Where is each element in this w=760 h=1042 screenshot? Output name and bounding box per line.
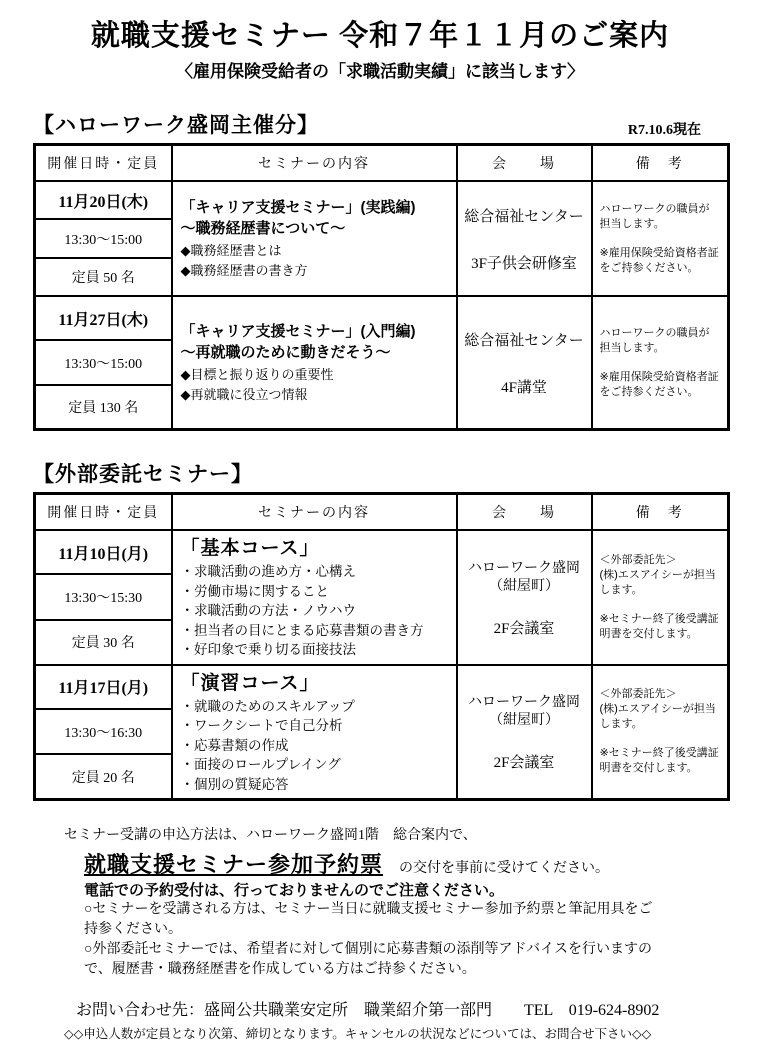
application-intro: セミナー受講の申込方法は、ハローワーク盛岡1階 総合案内で、: [64, 828, 477, 843]
venue-room: 4F講堂: [501, 379, 547, 396]
seminar-date: 11月20日(木): [35, 181, 172, 219]
course-topic: ・好印象で乗り切る面接技法: [180, 642, 356, 657]
seminar-notes-cell: [592, 296, 729, 430]
seminar-date: 11月27日(木): [35, 296, 172, 340]
venue-district: （紺屋町）: [489, 578, 559, 594]
note-contractor: (株)エスアイシーが担当します。: [599, 703, 716, 731]
seminar-point: ◆職務経歴書とは: [180, 242, 282, 258]
seminar-time: 13:30～15:00: [35, 340, 172, 385]
course-topic: ・就職のためのスキルアップ: [180, 698, 355, 714]
course-title: 「基本コース」: [180, 538, 320, 559]
seminar-row-nov20: [35, 181, 729, 296]
seminar-theme: ～再就職のために動きだそう～: [180, 343, 391, 361]
seminar-content-cell: [172, 530, 457, 665]
venue-building: 総合福祉センター: [464, 332, 584, 349]
closing-note: ◇◇申込人数が定員となり次第、締切となります。キャンセルの状況などについては、お問合せ下さい◇◇: [64, 1027, 652, 1041]
course-topic: ・ワークシートで自己分析: [180, 718, 343, 733]
seminar-row-nov10: [35, 530, 729, 665]
seminar-venue-cell: [457, 181, 592, 296]
seminar-venue-cell: [457, 665, 592, 800]
course-topic: ・求職活動の進め方・心構え: [180, 564, 356, 579]
note-contractor: (株)エスアイシーが担当します。: [599, 568, 716, 596]
venue-district: （紺屋町）: [489, 713, 559, 729]
seminar-content-cell: [172, 296, 457, 430]
note-contractor-label: ＜外部委託先＞: [599, 553, 677, 566]
seminar-point: ◆目標と振り返りの重要性: [180, 366, 334, 382]
venue-room: 2F会議室: [493, 620, 555, 637]
as-of-date: R7.10.6現在: [627, 123, 701, 138]
venue-building: ハローワーク盛岡: [468, 693, 580, 710]
note-staff: ハローワークの職員が担当します。: [599, 326, 710, 354]
course-topic: ・担当者の目にとまる応募書類の書き方: [180, 622, 424, 638]
venue-room: 2F会議室: [493, 755, 555, 772]
seminar-capacity: 定員 50 名: [35, 258, 172, 296]
reservation-ticket-name: 就職支援セミナー参加予約票: [84, 852, 384, 877]
reservation-ticket-line: [84, 848, 727, 879]
note-bring: ※雇用保険受給資格者証をご持参ください。: [599, 246, 719, 274]
table1-header-row: [35, 145, 729, 182]
seminar-notes-cell: [592, 530, 729, 665]
outsourced-note: ○外部委託セミナーでは、希望者に対して個別に応募書類の添削等アドバイスを行いますので、履歴書・職務経歴書を作成している方はご持参ください。: [84, 942, 653, 977]
section1-heading: 【ハローワーク盛岡主催分】: [33, 113, 319, 137]
seminar-time: 13:30～16:30: [35, 709, 172, 755]
column-header-content: セミナーの内容: [172, 145, 457, 182]
application-info: [33, 824, 727, 1042]
seminar-venue-cell: [457, 296, 592, 430]
column-header-notes: 備 考: [592, 494, 729, 531]
note-certificate: ※セミナー終了後受講証明書を交付します。: [599, 747, 719, 775]
reservation-ticket-instruction: の交付を事前に受けてください。: [399, 861, 610, 876]
note-staff: ハローワークの職員が担当します。: [599, 202, 710, 230]
seminar-notes-cell: [592, 181, 729, 296]
column-header-datetime: 開催日時・定員: [35, 494, 172, 531]
column-header-venue: 会 場: [457, 145, 592, 182]
venue-building: ハローワーク盛岡: [468, 558, 580, 575]
course-topic: ・労働市場に関すること: [180, 583, 329, 599]
column-header-datetime: 開催日時・定員: [35, 145, 172, 182]
course-topic: ・応募書類の作成: [180, 737, 289, 753]
venue-room: 3F子供会研修室: [471, 255, 577, 272]
page-subtitle: 〈雇用保険受給者の「求職活動実績」に該当します〉: [176, 62, 584, 81]
note-certificate: ※セミナー終了後受講証明書を交付します。: [599, 612, 719, 640]
phone-warning: 電話での予約受付は、行っておりませんのでご注意ください。: [84, 882, 505, 899]
course-topic: ・面接のロールプレイング: [180, 757, 341, 772]
seminar-content-cell: [172, 665, 457, 800]
column-header-content: セミナーの内容: [172, 494, 457, 531]
seminar-row-nov17: [35, 665, 729, 800]
seminar-point: ◆職務経歴書の書き方: [180, 262, 308, 278]
table2-header-row: [35, 494, 729, 531]
seminar-time: 13:30～15:00: [35, 219, 172, 258]
attendance-note: ○セミナーを受講される方は、セミナー当日に就職支援セミナー参加予約票と筆記用具をご持参ください。: [84, 902, 653, 937]
seminar-title: 「キャリア支援セミナー」(入門編): [180, 322, 416, 340]
flyer-page: [0, 18, 760, 1041]
page-title: 就職支援セミナー 令和７年１１月のご案内: [90, 20, 670, 52]
seminar-title: 「キャリア支援セミナー」(実践編): [180, 198, 416, 216]
seminar-notes-cell: [592, 665, 729, 800]
venue-building: 総合福祉センター: [464, 208, 584, 225]
seminar-content-cell: [172, 181, 457, 296]
column-header-notes: 備 考: [592, 145, 729, 182]
section1-header-row: [33, 109, 727, 139]
seminar-venue-cell: [457, 530, 592, 665]
outsourced-seminar-table: [33, 492, 730, 801]
contact-line: お問い合わせ先：盛岡公共職業安定所 職業紹介第一部門 TEL 019-624-8902: [76, 1002, 660, 1019]
course-topic: ・個別の質疑応答: [180, 776, 289, 792]
seminar-capacity: 定員 130 名: [35, 385, 172, 430]
section2-heading: 【外部委託セミナー】: [33, 462, 253, 486]
column-header-venue: 会 場: [457, 494, 592, 531]
seminar-row-nov27: [35, 296, 729, 430]
seminar-date: 11月10日(月): [35, 530, 172, 574]
seminar-capacity: 定員 30 名: [35, 620, 172, 664]
seminar-time: 13:30～15:30: [35, 574, 172, 620]
seminar-theme: ～職務経歴書について～: [180, 219, 346, 237]
hellowork-seminar-table: [33, 143, 730, 431]
note-bring: ※雇用保険受給資格者証をご持参ください。: [599, 370, 719, 398]
seminar-capacity: 定員 20 名: [35, 754, 172, 799]
course-topic: ・求職活動の方法・ノウハウ: [180, 603, 356, 618]
seminar-date: 11月17日(月): [35, 665, 172, 709]
seminar-point: ◆再就職に役立つ情報: [180, 386, 308, 402]
note-contractor-label: ＜外部委託先＞: [599, 688, 677, 701]
course-title: 「演習コース」: [180, 672, 320, 694]
